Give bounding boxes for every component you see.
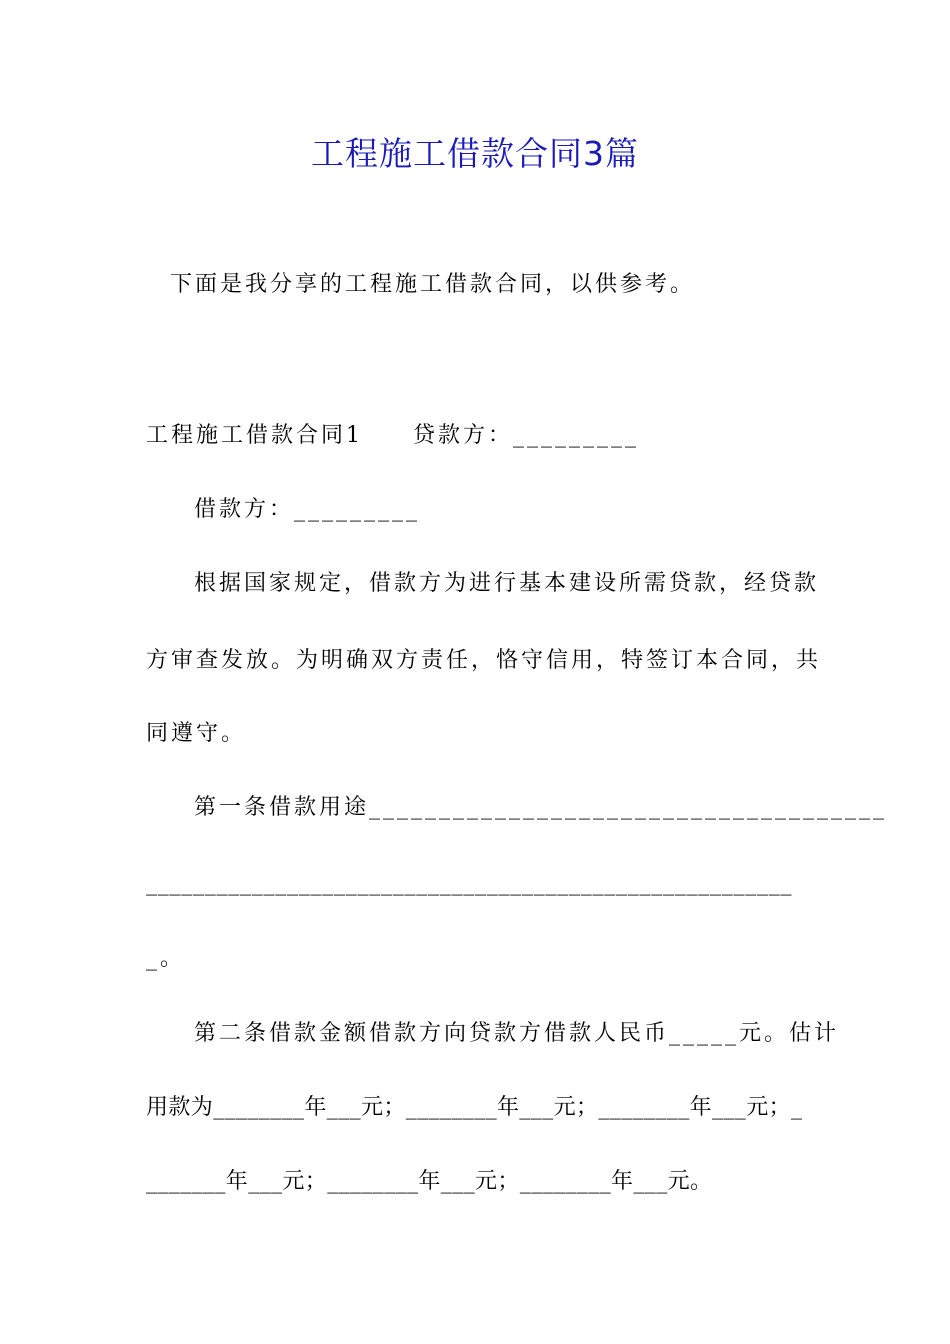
article-1-end-line: _。 (146, 946, 186, 971)
body-paragraph-line: 同遵守。 (146, 721, 247, 746)
body-paragraph-line: 根据国家规定，借款方为进行基本建设所需贷款，经贷款 (194, 571, 820, 596)
intro-paragraph: 下面是我分享的工程施工借款合同，以供参考。 (170, 272, 696, 297)
article-1-line: 第一条借款用途_____________________________________ (194, 795, 888, 820)
article-2-line: _______年___元；________年___元；________年___元。 (146, 1169, 713, 1194)
contract-heading-lender-line: 工程施工借款合同1 贷款方：_________ (146, 423, 639, 448)
borrower-line: 借款方：_________ (194, 497, 421, 522)
article-2-line: 用款为________年___元；________年___元；________年___元；_ (146, 1095, 803, 1120)
article-2-line: 第二条借款金额借款方向贷款方借款人民币_____元。估计 (194, 1021, 840, 1046)
body-paragraph-line: 方审查发放。为明确双方责任，恪守信用，特签订本合同，共 (146, 648, 822, 673)
document-title: 工程施工借款合同3篇 (311, 134, 639, 173)
article-1-blank-line: _______________________________________________________ (146, 871, 793, 896)
